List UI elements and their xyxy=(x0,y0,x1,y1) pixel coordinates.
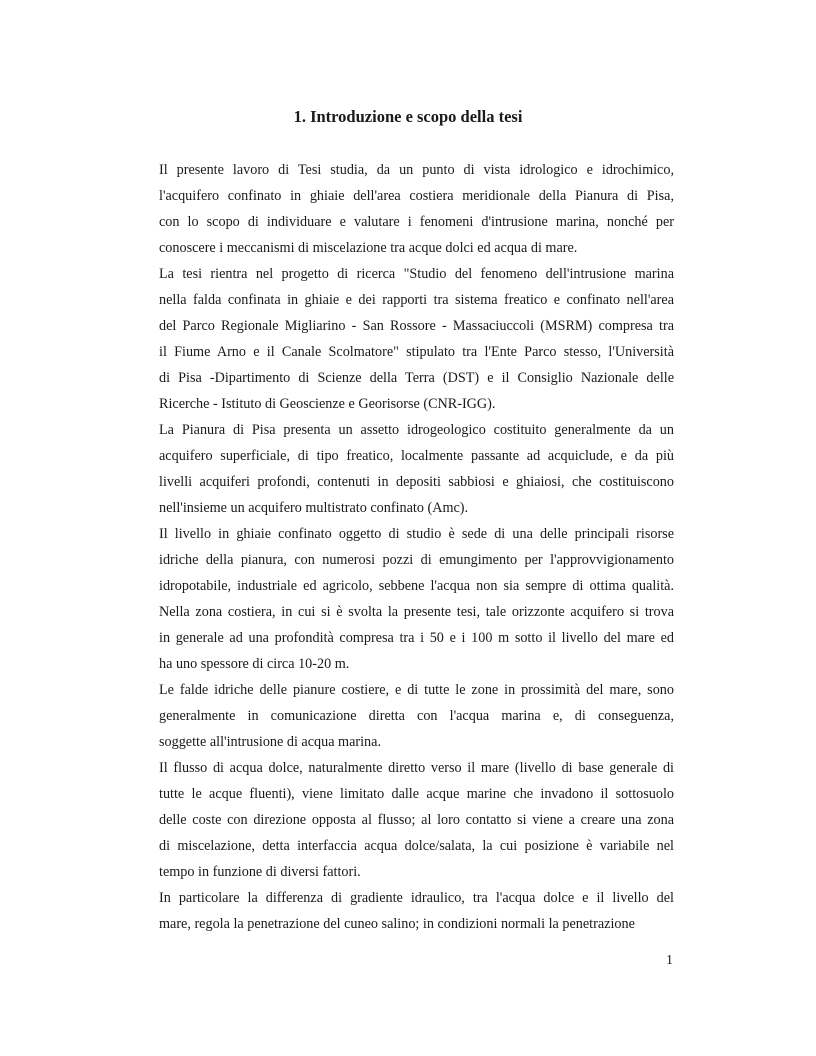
text-line: Ricerche - Istituto di Geoscienze e Georisorse (CNR-IGG). xyxy=(159,396,496,412)
text-line: nella falda confinata in ghiaie e dei rapporti tra sistema freatico e confinato nell'area xyxy=(159,292,674,308)
text-line: soggette all'intrusione di acqua marina. xyxy=(159,734,381,750)
text-line: idropotabile, industriale ed agricolo, sebbene l'acqua non sia sempre di ottima qualità. xyxy=(159,578,674,594)
paragraph xyxy=(159,417,674,521)
text-line: La tesi rientra nel progetto di ricerca "Studio del fenomeno dell'intrusione marina xyxy=(159,266,674,282)
text-line: l'acquifero confinato in ghiaie dell'area costiera meridionale della Pianura di Pisa, xyxy=(159,188,674,204)
text-line: di miscelazione, detta interfaccia acqua dolce/salata, la cui posizione è variabile nel xyxy=(159,838,674,854)
text-line: mare, regola la penetrazione del cuneo salino; in condizioni normali la penetrazione xyxy=(159,916,635,932)
text-line: Le falde idriche delle pianure costiere, e di tutte le zone in prossimità del mare, sono xyxy=(159,682,674,698)
text-line: livelli acquiferi profondi, contenuti in depositi sabbiosi e ghiaiosi, che costituiscono xyxy=(159,474,674,490)
text-line: delle coste con direzione opposta al flusso; al loro contatto si viene a creare una zona xyxy=(159,812,674,828)
page-number: 1 xyxy=(666,953,673,968)
paragraph xyxy=(159,521,674,677)
text-line: conoscere i meccanismi di miscelazione tra acque dolci ed acqua di mare. xyxy=(159,240,578,256)
text-line: il Fiume Arno e il Canale Scolmatore" stipulato tra l'Ente Parco stesso, l'Università xyxy=(159,344,674,360)
text-line: ha uno spessore di circa 10-20 m. xyxy=(159,656,350,672)
text-line: acquifero superficiale, di tipo freatico, localmente passante ad acquiclude, e da più xyxy=(159,448,674,464)
text-line: Il livello in ghiaie confinato oggetto di studio è sede di una delle principali risorse xyxy=(159,526,674,542)
text-line: con lo scopo di individuare e valutare i fenomeni d'intrusione marina, nonché per xyxy=(159,214,674,230)
text-line: Il presente lavoro di Tesi studia, da un punto di vista idrologico e idrochimico, xyxy=(159,162,674,178)
paragraph xyxy=(159,157,674,261)
text-line: Nella zona costiera, in cui si è svolta la presente tesi, tale orizzonte acquifero si trova xyxy=(159,604,674,620)
text-line: nell'insieme un acquifero multistrato confinato (Amc). xyxy=(159,500,469,516)
text-line: tutte le acque fluenti), viene limitato dalle acque marine che invadono il sottosuolo xyxy=(159,786,674,802)
text-line: tempo in funzione di diversi fattori. xyxy=(159,864,361,880)
text-line: generalmente in comunicazione diretta con l'acqua marina e, di conseguenza, xyxy=(159,708,674,724)
text-line: In particolare la differenza di gradiente idraulico, tra l'acqua dolce e il livello del xyxy=(159,890,674,906)
body-text xyxy=(159,157,674,937)
text-line: in generale ad una profondità compresa tra i 50 e i 100 m sotto il livello del mare ed xyxy=(159,630,674,646)
paragraph xyxy=(159,885,674,937)
paragraph xyxy=(159,755,674,885)
page-title: 1. Introduzione e scopo della tesi xyxy=(293,107,523,126)
paragraph xyxy=(159,677,674,755)
text-line: idriche della pianura, con numerosi pozzi di emungimento per l'approvvigionamento xyxy=(159,552,674,568)
text-line: di Pisa -Dipartimento di Scienze della Terra (DST) e il Consiglio Nazionale delle xyxy=(159,370,674,386)
text-line: Il flusso di acqua dolce, naturalmente diretto verso il mare (livello di base generale di xyxy=(159,760,674,776)
text-line: La Pianura di Pisa presenta un assetto idrogeologico costituito generalmente da un xyxy=(159,422,674,438)
paragraph xyxy=(159,261,674,417)
text-line: del Parco Regionale Migliarino - San Rossore - Massaciuccoli (MSRM) compresa tra xyxy=(159,318,674,334)
